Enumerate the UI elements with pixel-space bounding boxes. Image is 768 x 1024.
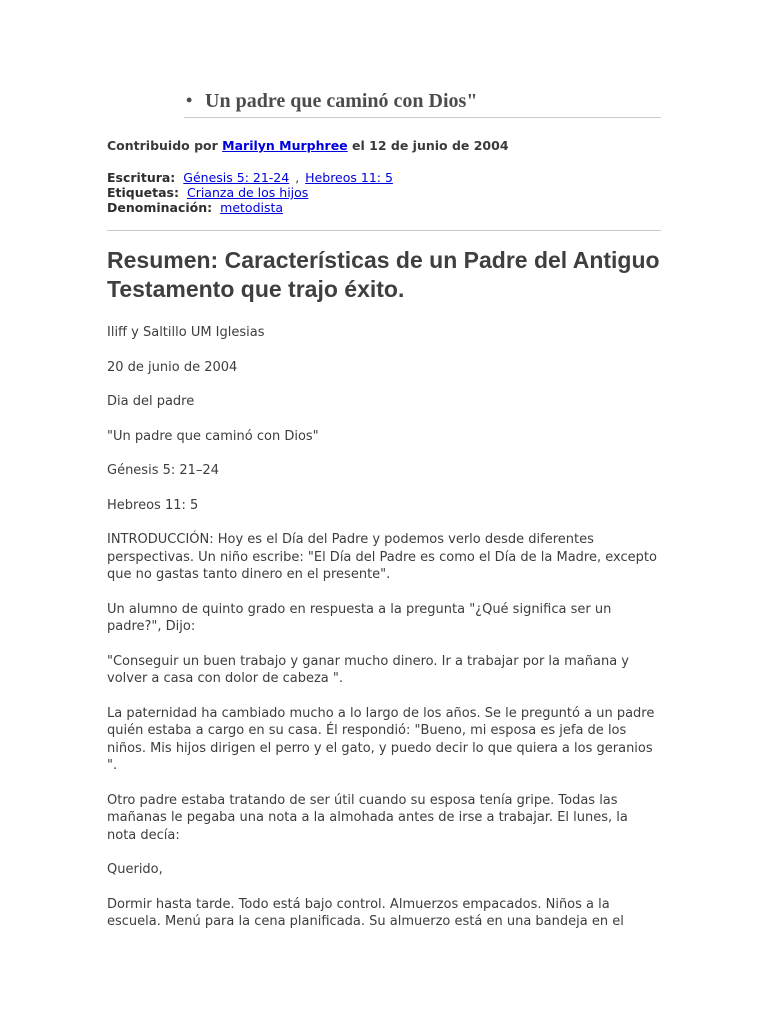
doc-title: Un padre que caminó con Dios" [205, 90, 478, 112]
meta-row-scripture [107, 170, 661, 185]
doc-title-row [107, 90, 661, 112]
meta-block [107, 170, 661, 215]
scripture-separator: , [295, 170, 300, 185]
scripture-label: Escritura: [107, 170, 176, 185]
byline-suffix: el 12 de junio de 2004 [352, 138, 509, 153]
section-divider [107, 230, 661, 231]
meta-row-denomination [107, 200, 661, 215]
byline-prefix: Contribuido por [107, 138, 218, 153]
paragraph-date: 20 de junio de 2004 [107, 359, 238, 375]
denomination-label: Denominación: [107, 200, 213, 215]
paragraph-student-question: Un alumno de quinto grado en respuesta a la pregunta "¿Qué significa ser un padre?", Dijo: [107, 601, 612, 634]
paragraph-scripture-hebrews: Hebreos 11: 5 [107, 497, 199, 513]
summary-heading: Resumen: Características de un Padre del Antiguo Testamento que trajo éxito. [107, 247, 660, 302]
byline [107, 138, 661, 153]
sermon-body [107, 324, 661, 931]
paragraph-note: Dormir hasta tarde. Todo está bajo control. Almuerzos empacados. Niños a la escuela. Menú para la cena planificada. Su almuerzo está en una bandeja en el [107, 896, 624, 929]
paragraph-church: Iliff y Saltillo UM Iglesias [107, 325, 265, 340]
title-divider [184, 117, 661, 118]
scripture-link-hebrews[interactable]: Hebreos 11: 5 [305, 170, 393, 185]
bullet-icon: • [186, 90, 193, 110]
scripture-link-genesis[interactable]: Génesis 5: 21-24 [183, 170, 290, 185]
paragraph-introduction: INTRODUCCIÓN: Hoy es el Día del Padre y podemos verlo desde diferentes perspectivas. Un niño escribe: "El Día del Padre es como el Día de la Madre, excepto que no gastas tanto dinero en el presente". [107, 532, 657, 582]
paragraph-dear: Querido, [107, 862, 163, 877]
paragraph-paternity: La paternidad ha cambiado mucho a lo largo de los años. Se le preguntó a un padre quién estaba a cargo en su casa. Él respondió: "Bueno, mi esposa es jefa de los niños. Mis hijos dirigen el perro y el gato, y puedo decir lo que quiera a los geranios ". [107, 705, 655, 773]
paragraph-other-father: Otro padre estaba tratando de ser útil cuando su esposa tenía gripe. Todas las mañanas le pegaba una nota a la almohada antes de irse a trabajar. El lunes, la nota decía: [107, 792, 628, 843]
tag-link-parenting[interactable]: Crianza de los hijos [186, 185, 309, 200]
meta-row-tags [107, 185, 661, 200]
paragraph-sermon-title: "Un padre que caminó con Dios" [107, 428, 319, 444]
paragraph-occasion: Dia del padre [107, 394, 195, 409]
tags-label: Etiquetas: [107, 185, 179, 200]
author-link[interactable]: Marilyn Murphree [222, 138, 348, 153]
denomination-link-methodist[interactable]: metodista [220, 200, 284, 215]
paragraph-student-answer: "Conseguir un buen trabajo y ganar mucho dinero. Ir a trabajar por la mañana y volver a casa con dolor de cabeza ". [107, 653, 629, 686]
paragraph-scripture-genesis: Génesis 5: 21–24 [107, 463, 219, 478]
